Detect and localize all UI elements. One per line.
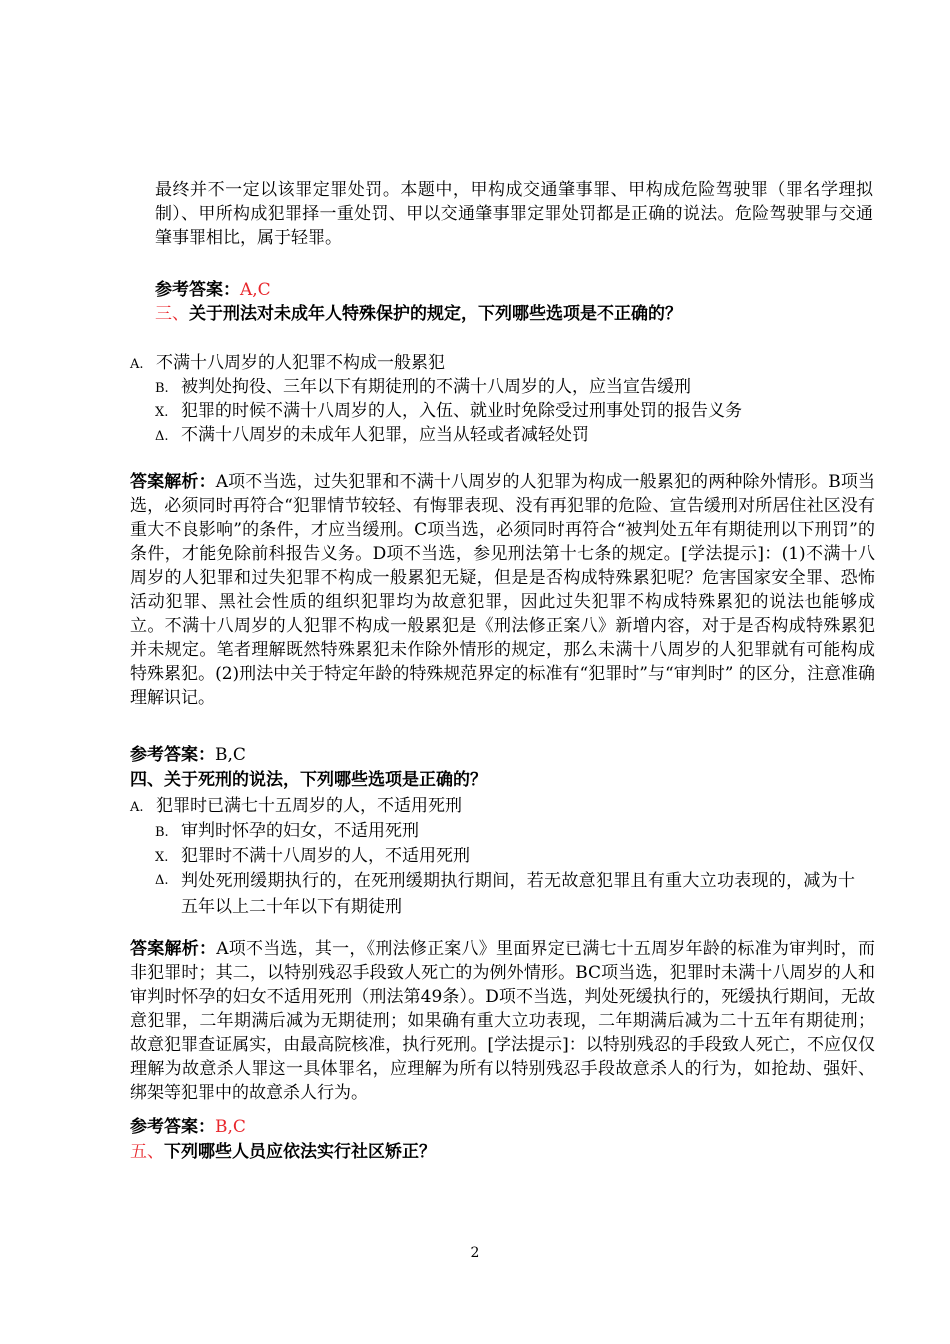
option-mark: A. xyxy=(130,357,144,372)
answer-label: 参考答案： xyxy=(155,280,240,300)
analysis-label: 答案解析： xyxy=(130,939,217,959)
option-text: 不满十八周岁的人犯罪不构成一般累犯 xyxy=(156,353,445,373)
answer-label: 参考答案： xyxy=(130,745,215,765)
option-mark: Δ. xyxy=(155,429,169,444)
q4-answer-value: B,C xyxy=(215,1117,246,1137)
option-text: 犯罪时已满七十五周岁的人，不适用死刑 xyxy=(156,796,462,816)
option-mark: Δ. xyxy=(155,873,169,888)
q5-number: 五、 xyxy=(130,1142,164,1162)
q3-number: 三、 xyxy=(155,304,189,324)
option-mark: X. xyxy=(155,850,169,865)
option-text: 犯罪时不满十八周岁的人，不适用死刑 xyxy=(181,846,470,866)
q4-option-d xyxy=(155,868,855,920)
q3-answer-value: B,C xyxy=(215,745,246,765)
analysis-label: 答案解析： xyxy=(130,472,216,492)
option-text: 不满十八周岁的未成年人犯罪，应当从轻或者减轻处罚 xyxy=(181,425,589,445)
q3-option-d xyxy=(155,422,589,450)
q3-analysis xyxy=(130,470,875,710)
option-mark: B. xyxy=(155,825,169,840)
analysis-text: A项不当选，过失犯罪和不满十八周岁的人犯罪为构成一般累犯的两种除外情形。B项当选，必须同时再符合“犯罪情节较轻、有悔罪表现、没有再犯罪的危险、宣告缓刑对所居住社区没有重大不良影响”的条件，才应当缓刑。C项当选，必须同时再符合“被判处五年有期徒刑以下刑罚”的条件，才能免除前科报告义务。D项不当选，参见刑法第十七条的规定。[学法提示]：(1)不满十八周岁的人犯罪和过失犯罪不构成一般累犯无疑，但是是否构成特殊累犯呢？危害国家安全罪、恐怖活动犯罪、黑社会性质的组织犯罪均为故意犯罪，因此过失犯罪不构成特殊累犯的说法也能够成立。不满十八周岁的人犯罪不构成一般累犯是《刑法修正案八》新增内容，对于是否构成特殊累犯并未规定。笔者理解既然特殊累犯未作除外情形的规定，那么未满十八周岁的人犯罪就有可能构成特殊累犯。(2)刑法中关于特定年龄的特殊规范界定的标准有“犯罪时”与“审判时” 的区分，注意准确理解识记。 xyxy=(130,472,875,708)
q4-title: 关于死刑的说法，下列哪些选项是正确的？ xyxy=(164,770,487,790)
q2-answer-line xyxy=(155,278,271,302)
q3-heading xyxy=(155,302,682,326)
intro-paragraph: 最终并不一定以该罪定罪处罚。本题中，甲构成交通肇事罪、甲构成危险驾驶罪（罪名学理拟制）、甲所构成犯罪择一重处罚、甲以交通肇事罪定罪处罚都是正确的说法。危险驾驶罪与交通肇事罪相比，属于轻罪。 xyxy=(155,180,873,248)
option-text: 判处死刑缓期执行的，在死刑缓期执行期间，若无故意犯罪且有重大立功表现的，减为十五年以上二十年以下有期徒刑 xyxy=(181,871,855,917)
q4-heading xyxy=(130,768,487,792)
q5-heading xyxy=(130,1140,436,1164)
q4-option-a xyxy=(130,793,462,821)
q5-title: 下列哪些人员应依法实行社区矫正？ xyxy=(164,1142,436,1162)
q3-answer-line xyxy=(130,743,246,767)
page-number: 2 xyxy=(470,1245,480,1261)
q3-title: 关于刑法对未成年人特殊保护的规定，下列哪些选项是不正确的？ xyxy=(189,304,682,324)
q4-number: 四、 xyxy=(130,770,164,790)
option-mark: B. xyxy=(155,381,169,396)
analysis-text: A项不当选，其一，《刑法修正案八》里面界定已满七十五周岁年龄的标准为审判时，而非犯罪时；其二，以特别残忍手段致人死亡的为例外情形。BC项当选，犯罪时未满十八周岁的人和审判时怀孕的妇女不适用死刑（刑法第49条）。D项不当选，判处死缓执行的，死缓执行期间，无故意犯罪，二年期满后减为无期徒刑；如果确有重大立功表现，二年期满后减为二十五年有期徒刑；故意犯罪查证属实，由最高院核准，执行死刑。[学法提示]：以特别残忍的手段致人死亡，不应仅仅理解为故意杀人罪这一具体罪名，应理解为所有以特别残忍手段故意杀人的行为，如抢劫、强奸、绑架等犯罪中的故意杀人行为。 xyxy=(130,939,876,1103)
option-mark: A. xyxy=(130,800,144,815)
q4-option-c xyxy=(155,843,470,871)
option-text: 犯罪的时候不满十八周岁的人，入伍、就业时免除受过刑事处罚的报告义务 xyxy=(181,401,742,421)
q4-option-b xyxy=(155,818,419,846)
q2-answer-value: A,C xyxy=(240,280,271,300)
option-text: 被判处拘役、三年以下有期徒刑的不满十八周岁的人，应当宣告缓刑 xyxy=(181,377,691,397)
q4-answer-line xyxy=(130,1115,246,1139)
option-mark: X. xyxy=(155,405,169,420)
answer-label: 参考答案： xyxy=(130,1117,215,1137)
q4-analysis xyxy=(130,937,875,1105)
option-text: 审判时怀孕的妇女，不适用死刑 xyxy=(181,821,419,841)
